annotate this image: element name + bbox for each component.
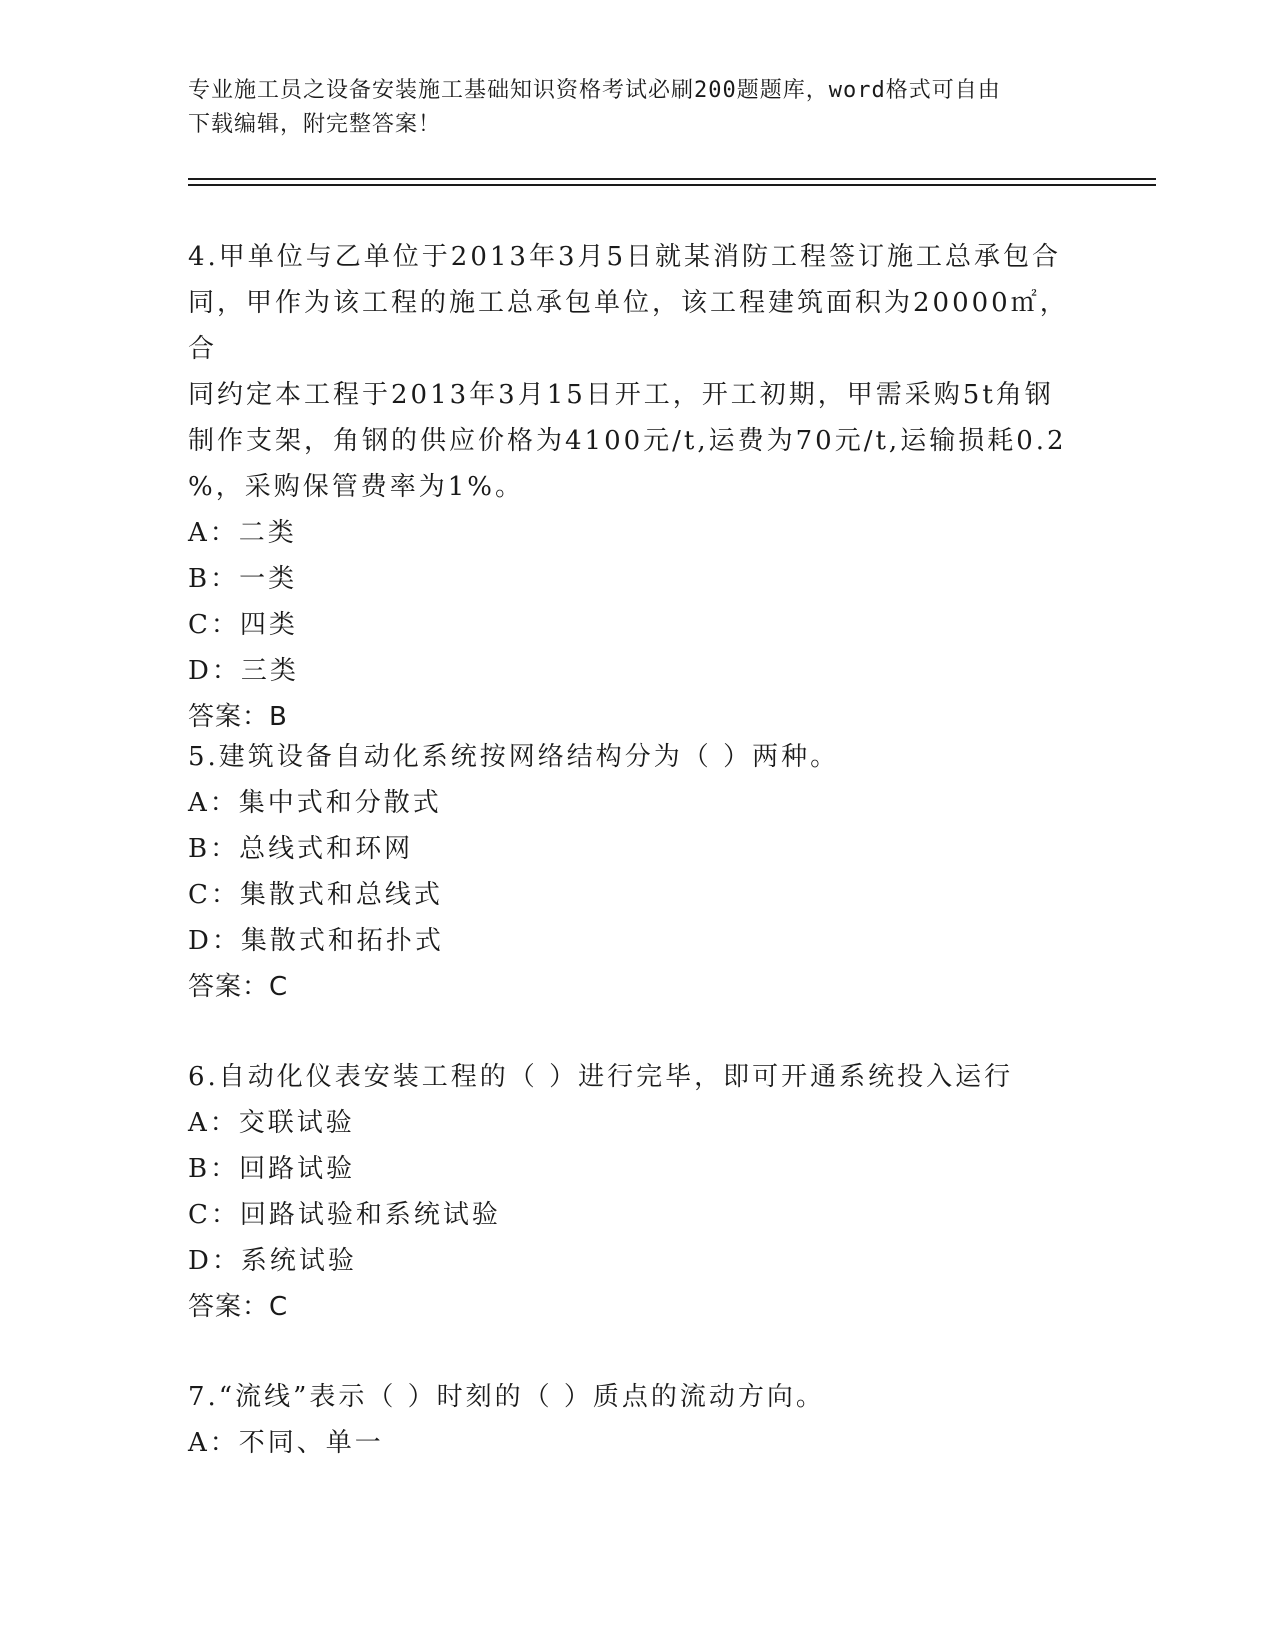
option-a: A：二类 [188,518,297,548]
stem-line: 制作支架，角钢的供应价格为4100元/t,运费为70元/t,运输损耗0.2 [188,426,1067,456]
stem-line: 7.“流线”表示（ ）时刻的（ ）质点的流动方向。 [188,1382,825,1412]
answer: 答案：C [188,1292,289,1322]
stem-line: 同约定本工程于2013年3月15日开工，开工初期，甲需采购5t角钢 [188,380,1054,410]
option-a: A：交联试验 [188,1108,355,1138]
option-b: B：一类 [188,564,298,594]
option-b: B：回路试验 [188,1154,356,1184]
option-a: A：不同、单一 [188,1428,384,1458]
header-divider-top [188,178,1156,180]
stem-line: 4.甲单位与乙单位于2013年3月5日就某消防工程签订施工总承包合 [188,242,1062,272]
stem-line: 5.建筑设备自动化系统按网络结构分为（ ）两种。 [188,742,840,772]
stem-line: 6.自动化仪表安装工程的（ ）进行完毕，即可开通系统投入运行 [188,1062,1014,1092]
option-c: C：回路试验和系统试验 [188,1200,501,1230]
answer: 答案：C [188,972,289,1002]
header-line-1: 专业施工员之设备安装施工基础知识资格考试必刷200题题库，word格式可自由 [188,78,1001,103]
stem-line: 同，甲作为该工程的施工总承包单位，该工程建筑面积为20000㎡，合 [188,288,1069,364]
option-c: C：集散式和总线式 [188,880,443,910]
question-stem [188,234,1088,510]
option-d: D：系统试验 [188,1246,357,1276]
question-stem [188,1054,1088,1100]
option-c: C：四类 [188,610,298,640]
header-line-2: 下载编辑，附完整答案！ [188,112,442,137]
question-5 [188,734,1088,1010]
question-7 [188,1374,1088,1466]
option-b: B：总线式和环网 [188,834,414,864]
document-header [188,74,1088,142]
option-d: D：集散式和拓扑式 [188,926,444,956]
question-6 [188,1054,1088,1330]
option-d: D：三类 [188,656,299,686]
option-a: A：集中式和分散式 [188,788,442,818]
header-divider-bottom [188,184,1156,186]
question-4 [188,234,1088,740]
answer: 答案：B [188,702,288,732]
question-stem [188,734,1088,780]
question-stem [188,1374,1088,1420]
stem-line: %，采购保管费率为1%。 [188,472,524,502]
